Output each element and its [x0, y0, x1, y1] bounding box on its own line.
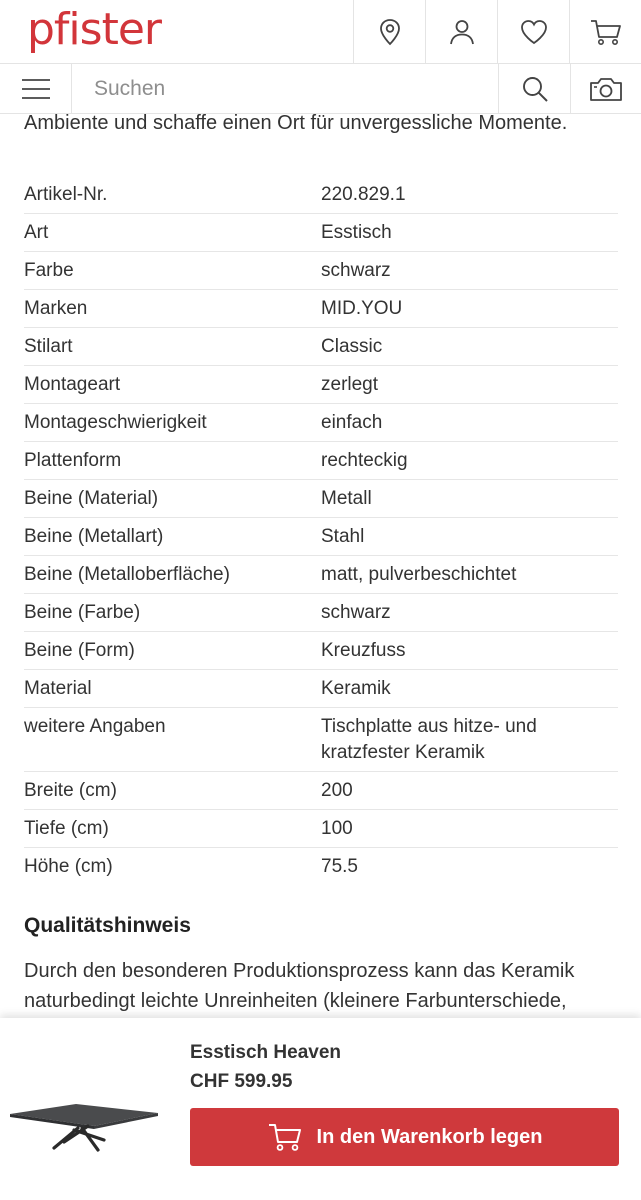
spec-value: 75.5 — [321, 856, 358, 877]
spec-value: 100 — [321, 818, 353, 839]
spec-key: Art — [24, 222, 49, 243]
sticky-product-price: CHF 599.95 — [190, 1071, 293, 1092]
spec-row — [24, 480, 618, 518]
spec-value: Stahl — [321, 526, 365, 547]
menu-button[interactable] — [0, 64, 72, 114]
spec-value: schwarz — [321, 260, 391, 281]
menu-icon — [21, 77, 51, 101]
spec-key: weitere Angaben — [24, 716, 166, 737]
cart-icon — [267, 1122, 303, 1152]
spec-value: Kreuzfuss — [321, 640, 406, 661]
spec-key: Montageart — [24, 374, 121, 395]
search-input[interactable] — [72, 64, 498, 114]
spec-key: Beine (Material) — [24, 488, 159, 509]
product-thumbnail — [6, 1060, 162, 1156]
spec-key: Beine (Metalloberfläche) — [24, 564, 230, 585]
wishlist-button[interactable] — [497, 0, 569, 64]
search-bar — [0, 64, 641, 114]
spec-key: Beine (Form) — [24, 640, 135, 661]
spec-key: Tiefe (cm) — [24, 818, 109, 839]
pfister-logo[interactable]: pfister — [27, 4, 161, 55]
spec-key: Beine (Farbe) — [24, 602, 141, 623]
spec-value: Keramik — [321, 678, 391, 699]
spec-row — [24, 366, 618, 404]
spec-value: zerlegt — [321, 374, 379, 395]
search-button[interactable] — [498, 64, 570, 114]
spec-row — [24, 632, 618, 670]
spec-row — [24, 670, 618, 708]
spec-key: Beine (Metallart) — [24, 526, 164, 547]
add-to-cart-label: In den Warenkorb legen — [316, 1125, 543, 1148]
search-icon — [521, 75, 549, 103]
spec-row — [24, 556, 618, 594]
spec-value: 220.829.1 — [321, 184, 406, 205]
spec-row — [24, 404, 618, 442]
spec-value: rechteckig — [321, 450, 408, 471]
spec-value: MID.YOU — [321, 298, 403, 319]
add-to-cart-button[interactable] — [190, 1108, 619, 1166]
spec-row — [24, 290, 618, 328]
spec-row — [24, 594, 618, 632]
location-pin-icon — [378, 18, 402, 46]
spec-row — [24, 176, 618, 214]
top-header — [0, 0, 641, 64]
spec-value: Esstisch — [321, 222, 392, 243]
description-text: Ambiente und schaffe einen Ort für unvergessliche Momente. — [24, 112, 568, 134]
sticky-cart-bar — [0, 1018, 641, 1200]
spec-key: Stilart — [24, 336, 73, 357]
spec-row — [24, 772, 618, 810]
spec-row — [24, 708, 618, 772]
spec-key: Artikel-Nr. — [24, 184, 108, 205]
spec-key: Material — [24, 678, 92, 699]
quality-note-text: Durch den besonderen Produktionsprozess kann das Keramik naturbedingt leichte Unreinheiten (kleinere Farbunterschiede, — [24, 960, 575, 1012]
spec-row — [24, 442, 618, 480]
camera-search-button[interactable] — [570, 64, 641, 114]
account-button[interactable] — [425, 0, 497, 64]
spec-row — [24, 214, 618, 252]
spec-key: Marken — [24, 298, 88, 319]
spec-value: Tischplatte aus hitze- und kratzfester Keramik — [321, 716, 537, 763]
spec-row — [24, 848, 618, 886]
spec-value: Metall — [321, 488, 372, 509]
cart-button[interactable] — [569, 0, 641, 64]
store-locator-button[interactable] — [353, 0, 425, 64]
cart-icon — [589, 18, 623, 46]
spec-key: Farbe — [24, 260, 74, 281]
camera-icon — [589, 76, 623, 102]
sticky-product-name: Esstisch Heaven — [190, 1042, 342, 1063]
spec-row — [24, 810, 618, 848]
spec-value: 200 — [321, 780, 353, 801]
spec-value: einfach — [321, 412, 383, 433]
user-icon — [448, 18, 476, 46]
spec-key: Plattenform — [24, 450, 122, 471]
quality-note-title: Qualitätshinweis — [24, 914, 191, 937]
spec-value: Classic — [321, 336, 383, 357]
spec-value: schwarz — [321, 602, 391, 623]
spec-key: Montageschwierigkeit — [24, 412, 207, 433]
spec-value: matt, pulverbeschichtet — [321, 564, 517, 585]
spec-key: Höhe (cm) — [24, 856, 113, 877]
spec-row — [24, 328, 618, 366]
spec-row — [24, 518, 618, 556]
spec-key: Breite (cm) — [24, 780, 117, 801]
spec-row — [24, 252, 618, 290]
heart-icon — [519, 18, 549, 46]
spec-table — [24, 176, 618, 885]
